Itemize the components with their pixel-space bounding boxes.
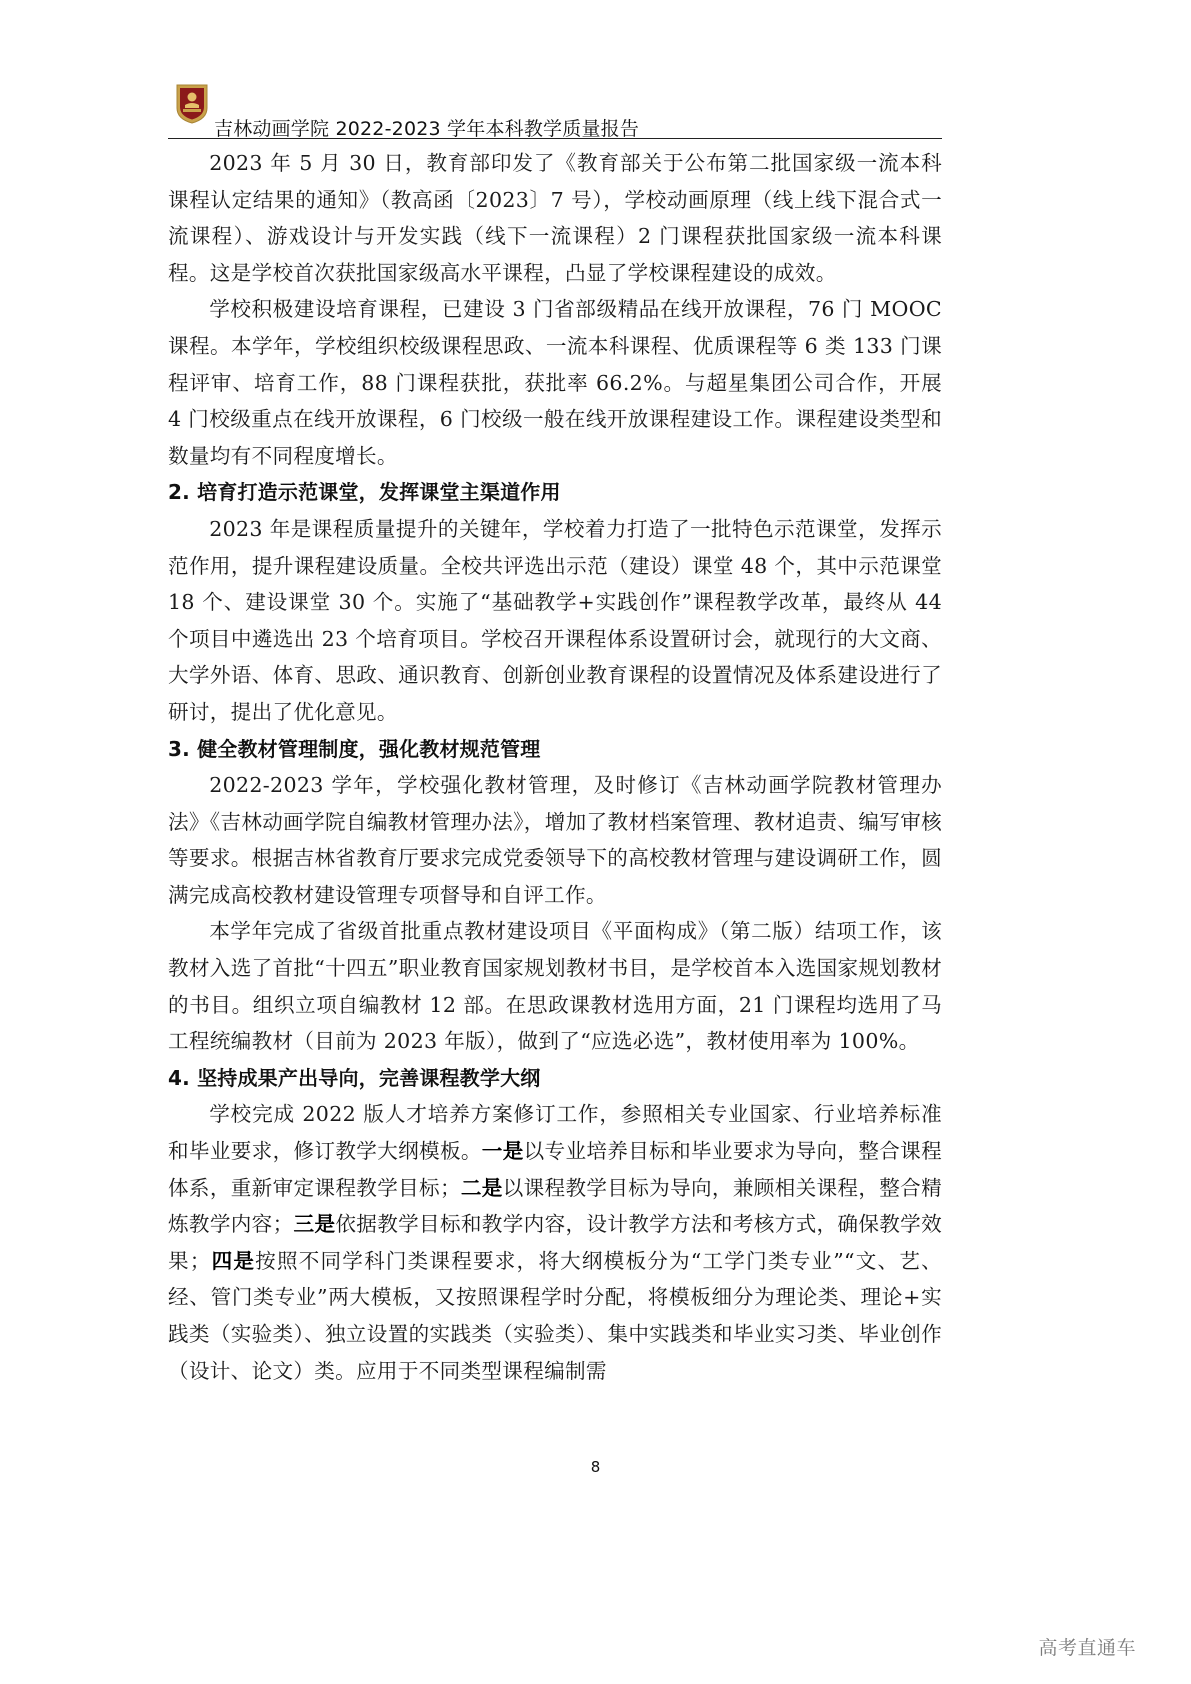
- document-body: [168, 145, 942, 1389]
- watermark: 高考直通车: [1038, 1637, 1136, 1659]
- paragraph-cultivation-courses: 学校积极建设培育课程，已建设 3 门省部级精品在线开放课程，76 门 MOOC 课程。本学年，学校组织校级课程思政、一流本科课程、优质课程等 6 类 133 门课程评审、培育工作，88 门课程获批，获批率 66.2%。与超星集团公司合作，开展 4 门校级重点在线开放课程，6 门校级一般在线开放课程建设工作。课程建设类型和数量均有不同程度增长。: [168, 297, 942, 468]
- text-run: 依据教学目标和教学内容，设计教学方法和考核方式，确保教学效果；: [168, 1212, 942, 1273]
- text-run: 学校完成 2022 版人才培养方案修订工作，参照相关专业国家、行业培养标准和毕业要求，修订教学大纲模板。: [168, 1102, 942, 1164]
- emphasis-third: 三是: [293, 1212, 336, 1237]
- emphasis-second: 二是: [460, 1175, 503, 1200]
- emphasis-first: 一是: [481, 1139, 524, 1164]
- text-run: 以专业培养目标和毕业要求为导向，整合课程体系，重新审定课程教学目标；: [168, 1139, 942, 1200]
- section-heading-2: 2. 培育打造示范课堂，发挥课堂主渠道作用: [168, 480, 561, 505]
- section-heading-3: 3. 健全教材管理制度，强化教材规范管理: [168, 736, 541, 761]
- paragraph-textbook-projects: 本学年完成了省级首批重点教材建设项目《平面构成》（第二版）结项工作，该教材入选了首批“十四五”职业教育国家规划教材书目，是学校首本入选国家规划教材的书目。组织立项自编教材 12 部。在思政课教材选用方面，21 门课程均选用了马工程统编教材（目前为 2023 年版），做到了“应选必选”，教材使用率为 100%。: [168, 919, 942, 1054]
- section-heading-4: 4. 坚持成果产出导向，完善课程教学大纲: [168, 1065, 541, 1090]
- paragraph-demo-classrooms: 2023 年是课程质量提升的关键年，学校着力打造了一批特色示范课堂，发挥示范作用，提升课程建设质量。全校共评选出示范（建设）课堂 48 个，其中示范课堂 18 个、建设课堂 30 个。实施了“基础教学+实践创作”课程教学改革，最终从 44 个项目中遴选出 23 个培育项目。学校召开课程体系设置研讨会，就现行的大文商、大学外语、体育、思政、通识教育、创新创业教育课程的设置情况及体系建设进行了研讨，提出了优化意见。: [168, 516, 942, 724]
- paragraph-textbook-management: 2022-2023 学年，学校强化教材管理，及时修订《吉林动画学院教材管理办法》《吉林动画学院自编教材管理办法》，增加了教材档案管理、教材追责、编写审核等要求。根据吉林省教育厅要求完成党委领导下的高校教材管理与建设调研工作，圆满完成高校教材建设管理专项督导和自评工作。: [168, 773, 942, 907]
- page-number: 8: [590, 1458, 601, 1476]
- header-divider: [168, 138, 942, 139]
- paragraph-national-courses: 2023 年 5 月 30 日，教育部印发了《教育部关于公布第二批国家级一流本科课程认定结果的通知》（教高函〔2023〕7 号），学校动画原理（线上线下混合式一流课程）、游戏设计与开发实践（线下一流课程）2 门课程获批国家级一流本科课程。这是学校首次获批国家级高水平课程，凸显了学校课程建设的成效。: [168, 151, 942, 285]
- text-run: 按照不同学科门类课程要求，将大纲模板分为“工学门类专业”“文、艺、经、管门类专业”两大模板，又按照课程学时分配，将模板细分为理论类、理论+实践类（实验类）、独立设置的实践类（实验类）、集中实践类和毕业实习类、毕业创作（设计、论文）类。应用于不同类型课程编制需: [168, 1248, 943, 1383]
- school-crest-icon: [174, 82, 210, 124]
- emphasis-fourth: 四是: [210, 1248, 256, 1273]
- paragraph-syllabus-revision: [168, 1096, 942, 1389]
- report-title: 吉林动画学院 2022-2023 学年本科教学质量报告: [214, 118, 640, 140]
- page-header: [168, 78, 942, 140]
- text-run: 以课程教学目标为导向，兼顾相关课程，整合精炼教学内容；: [168, 1175, 942, 1237]
